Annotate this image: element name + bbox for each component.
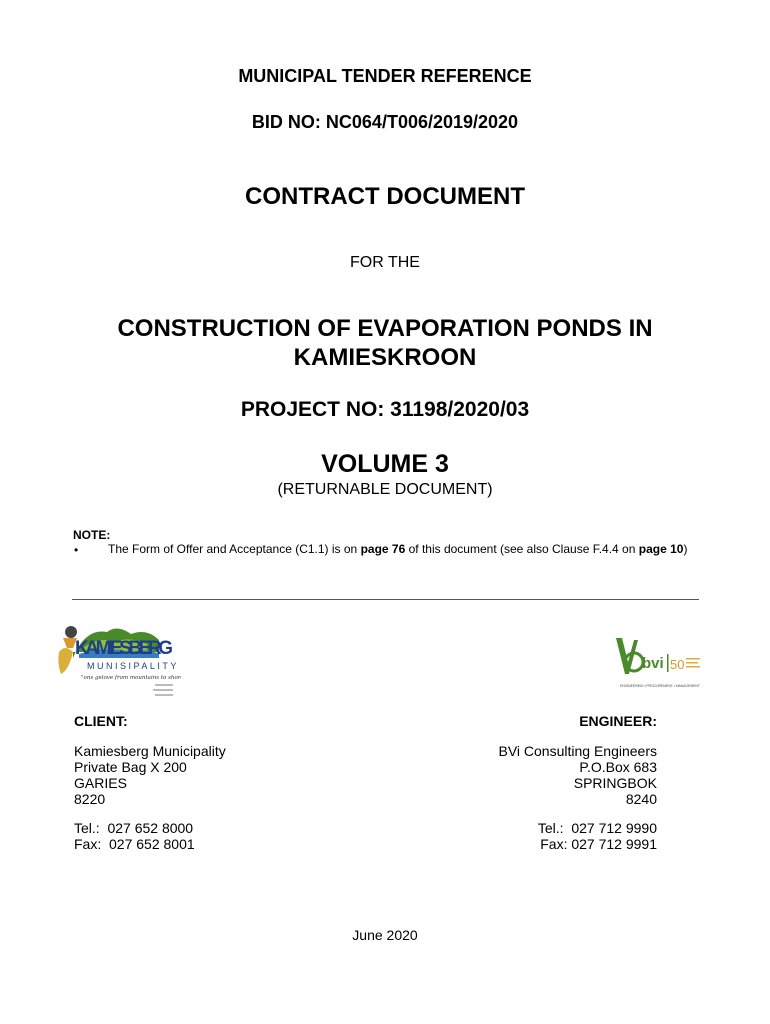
note-page-reference: page 10 <box>638 542 684 556</box>
project-title-line-1: CONSTRUCTION OF EVAPORATION PONDS IN <box>117 315 653 342</box>
section-divider <box>72 599 699 600</box>
engineer-label: ENGINEER: <box>579 713 657 729</box>
document-date: June 2020 <box>352 927 418 943</box>
client-address-line: Kamiesberg Municipality <box>74 743 226 759</box>
client-label: CLIENT: <box>74 713 128 729</box>
bvi-logo-icon <box>612 632 702 692</box>
engineer-address <box>498 743 657 807</box>
client-address-line: 8220 <box>74 791 106 807</box>
logo-motto-text: "ons gelove from mountains to shore" <box>81 675 181 681</box>
tender-reference-heading: MUNICIPAL TENDER REFERENCE <box>238 66 532 86</box>
bvi-tagline-text: ENGINEERING • PROCUREMENT • MANAGEMENT <box>620 684 700 688</box>
logo-sub-text: MUNISIPALITY <box>87 661 179 671</box>
engineer-fax: Fax: 027 712 9991 <box>540 836 657 852</box>
bvi-name-text: bvi <box>642 655 664 672</box>
engineer-address-line: 8240 <box>625 791 657 807</box>
kamiesberg-logo-icon <box>55 618 181 706</box>
project-number: PROJECT NO: 31198/2020/03 <box>240 398 530 421</box>
client-fax: Fax: 027 652 8001 <box>74 836 195 852</box>
client-address-line: GARIES <box>74 775 127 791</box>
engineer-address-line: BVi Consulting Engineers <box>498 743 657 759</box>
project-title-line-2: KAMIESKROON <box>293 344 477 371</box>
document-title: CONTRACT DOCUMENT <box>245 183 525 210</box>
for-the-text: FOR THE <box>350 254 420 271</box>
note-text-part: of this document (see also Clause F.4.4 on <box>405 542 639 556</box>
client-address-line: Private Bag X 200 <box>74 759 187 775</box>
engineer-tel: Tel.: 027 712 9990 <box>537 820 657 836</box>
project-title <box>0 314 770 372</box>
note-text-part: ) <box>683 542 688 556</box>
note-label: NOTE: <box>73 528 111 542</box>
volume-title: VOLUME 3 <box>321 450 449 478</box>
client-contact <box>74 820 195 852</box>
engineer-contact <box>538 820 657 852</box>
bvi-years-text: 50 <box>670 657 685 672</box>
note-page-reference: page 76 <box>360 542 406 556</box>
logo-name-text: KAMIESBERG <box>75 638 173 659</box>
client-tel: Tel.: 027 652 8000 <box>74 820 194 836</box>
bid-number: BID NO: NC064/T006/2019/2020 <box>251 112 519 132</box>
bullet-icon: • <box>74 543 79 557</box>
note-text <box>108 542 693 556</box>
engineer-address-line: SPRINGBOK <box>573 775 657 791</box>
note-text-part: The Form of Offer and Acceptance (C1.1) is on <box>108 542 361 556</box>
volume-subtitle: (RETURNABLE DOCUMENT) <box>277 481 493 498</box>
engineer-address-line: P.O.Box 683 <box>579 759 657 775</box>
client-address <box>74 743 226 807</box>
